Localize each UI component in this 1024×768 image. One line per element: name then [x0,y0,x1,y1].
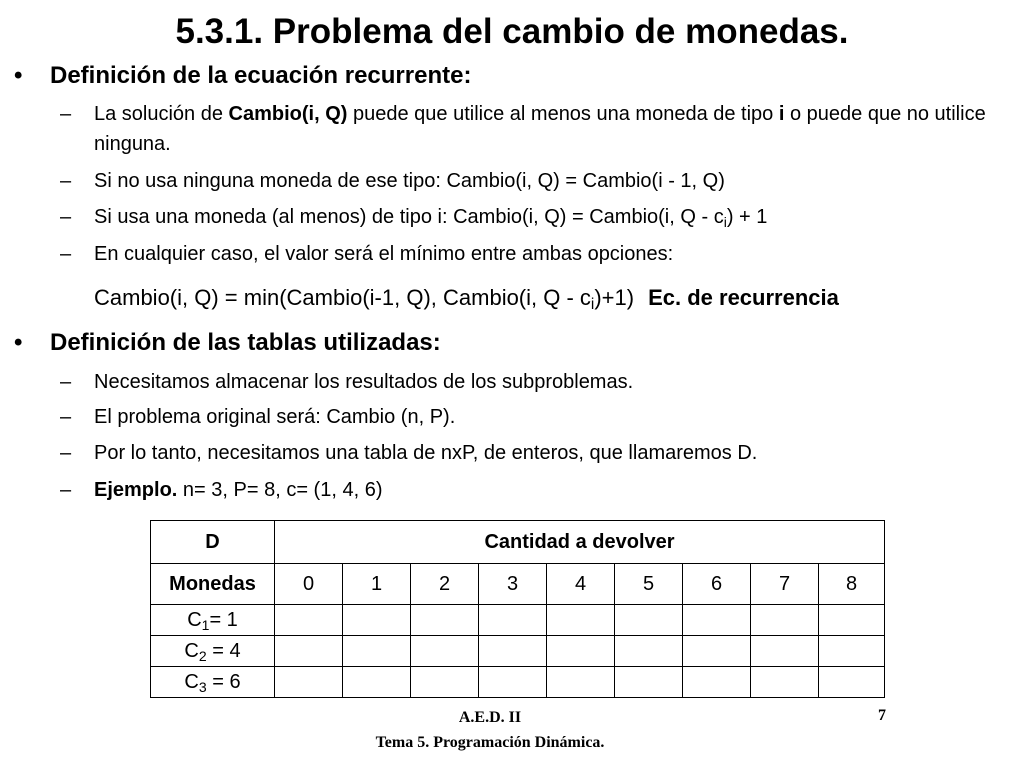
column-header: 3 [479,564,547,605]
coin-label [151,667,275,698]
text: La solución de [94,103,229,125]
table-cell [343,605,411,636]
sub-item-minimum [60,239,1004,269]
slide-title: 5.3.1. Problema del cambio de monedas. [175,12,849,51]
text: = 1 [209,608,238,631]
example-text: n= 3, P= 8, c= (1, 4, 6) [177,479,383,501]
table-cell [819,667,885,698]
section1-heading: Definición de la ecuación recurrente: [50,62,472,89]
dash-marker: – [60,243,72,265]
sub-item-store [60,367,1004,397]
text: = 4 [206,639,241,662]
text: = 6 [206,670,241,693]
footer-topic: Tema 5. Programación Dinámica. [375,734,605,751]
subscript: i [723,214,727,230]
table-cell [819,605,885,636]
table-cell [751,605,819,636]
table-row [151,636,885,667]
coin-label [151,605,275,636]
text: Cambio(i, Q) = min(Cambio(i-1, Q), Cambio(i, Q - c [94,285,591,310]
text: En cualquier caso, el valor será el mínimo entre ambas opciones: [94,243,674,265]
column-header: 8 [819,564,885,605]
text: C [184,639,199,662]
table-cell [751,667,819,698]
table-cell [615,636,683,667]
text: Necesitamos almacenar los resultados de los subproblemas. [94,371,634,393]
table-corner: D [151,521,275,564]
text: )+1) [594,285,635,310]
table-cell [683,605,751,636]
column-header: 0 [275,564,343,605]
sub-item-table-size [60,438,1004,468]
text: o puede que no utilice ninguna. [94,103,986,155]
section2-heading: Definición de las tablas utilizadas: [50,329,441,356]
dash-marker: – [60,170,72,192]
table-cell [275,636,343,667]
bullet-dot: • [14,62,23,89]
subscript: i [590,296,595,313]
recurrence-formula [94,281,839,315]
bullet-heading-tables [14,328,441,358]
footer-course: A.E.D. II [458,709,522,726]
dash-marker: – [60,442,72,464]
subscript: 1 [201,616,210,633]
table-cell [547,605,615,636]
table-columns-row [151,564,885,605]
table-cell [479,605,547,636]
table-cell [819,636,885,667]
text: Si usa una moneda (al menos) de tipo i: Cambio(i, Q) = Cambio(i, Q - c [94,206,724,228]
table-cell [343,667,411,698]
table-cell [275,667,343,698]
sub-item-one-coin [60,202,1004,232]
sub-item-solution [60,99,1004,159]
text: Si no usa ninguna moneda de ese tipo: Cambio(i, Q) = Cambio(i - 1, Q) [94,170,725,192]
text: C [187,608,202,631]
table-cell [343,636,411,667]
table-cell [683,636,751,667]
table-cell [547,667,615,698]
dp-table [150,520,885,698]
sub-item-original [60,402,1004,432]
subscript: 3 [198,678,207,695]
table-cell [615,605,683,636]
table-cell [411,605,479,636]
table-row [151,667,885,698]
text: C [184,670,199,693]
example-label: Ejemplo. [94,479,178,501]
column-header: 1 [343,564,411,605]
dash-marker: – [60,479,72,501]
table-row-header: Monedas [151,564,275,605]
sub-item-no-coin [60,166,1004,196]
text: El problema original será: Cambio (n, P). [94,406,456,428]
dash-marker: – [60,206,72,228]
table-cell [411,667,479,698]
dash-marker: – [60,103,72,125]
dash-marker: – [60,406,72,428]
column-header: 7 [751,564,819,605]
text-bold: Cambio(i, Q) [228,103,348,125]
coin-label [151,636,275,667]
table-cell [615,667,683,698]
recurrence-label: Ec. de recurrencia [648,285,839,310]
text: ) + 1 [726,206,768,228]
bullet-dot: • [14,329,23,356]
text: puede que utilice al menos una moneda de tipo [347,103,779,125]
table-cell [411,636,479,667]
column-header: 4 [547,564,615,605]
table-cell [751,636,819,667]
sub-item-example [60,475,1004,505]
bullet-heading-recurrence [14,61,472,91]
table-cell [683,667,751,698]
subscript: 2 [198,647,207,664]
column-header: 6 [683,564,751,605]
page-number: 7 [878,707,886,724]
table-header-quantity: Cantidad a devolver [275,521,885,564]
table-cell [275,605,343,636]
column-header: 5 [615,564,683,605]
table-row [151,605,885,636]
dash-marker: – [60,371,72,393]
text-bold: i [778,103,785,125]
table-header-row [151,521,885,564]
table-cell [479,667,547,698]
text: Por lo tanto, necesitamos una tabla de nxP, de enteros, que llamaremos D. [94,442,758,464]
column-header: 2 [411,564,479,605]
table-cell [547,636,615,667]
table-cell [479,636,547,667]
